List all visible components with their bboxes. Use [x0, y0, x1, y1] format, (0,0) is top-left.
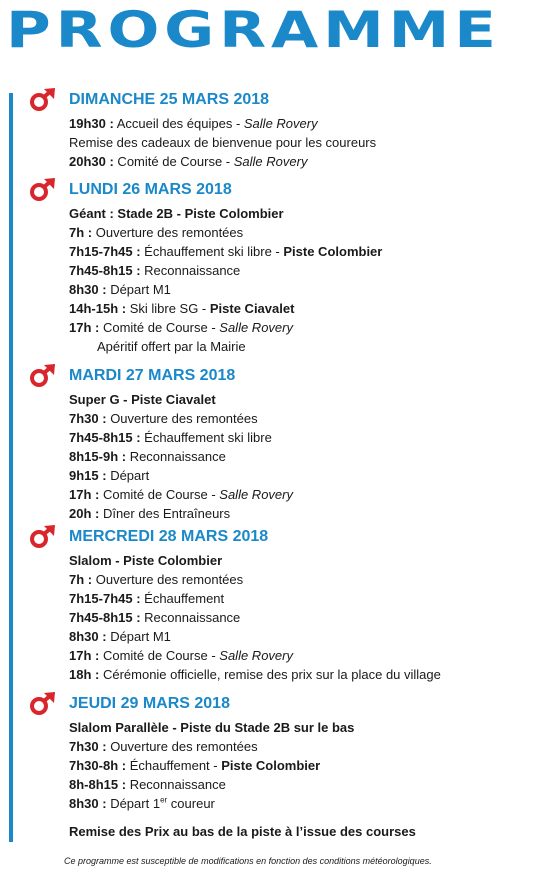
schedule-line	[69, 589, 544, 608]
event-text: Comité de Course -	[99, 487, 220, 502]
event-text: Échauffement ski libre	[140, 430, 272, 445]
schedule-line	[69, 280, 544, 299]
event-place: Salle Rovery	[243, 116, 318, 131]
event-time: 7h15-7h45 :	[69, 591, 141, 606]
schedule-line	[69, 665, 544, 684]
schedule-line	[69, 447, 544, 466]
schedule-list	[69, 551, 544, 684]
sidebar-accent-line	[9, 93, 13, 842]
schedule-line	[69, 299, 544, 318]
day-header	[29, 180, 544, 202]
event-place: Piste Ciavalet	[209, 301, 295, 316]
event-time: 9h15 :	[69, 468, 107, 483]
event-text: Comité de Course -	[113, 154, 234, 169]
event-text: Reconnaissance	[126, 449, 226, 464]
schedule-line	[69, 756, 544, 775]
event-text: Reconnaissance	[140, 610, 241, 625]
event-time: 8h30 :	[69, 629, 107, 644]
event-time: 7h :	[69, 572, 93, 587]
event-text: Apéritif offert par la Mairie	[97, 339, 246, 354]
schedule-line	[69, 737, 544, 756]
event-text: Accueil des équipes -	[113, 116, 244, 131]
day-section-mercredi	[29, 527, 544, 684]
mars-symbol-icon	[29, 525, 57, 549]
event-text: Ouverture des remontées	[106, 411, 258, 426]
event-text: Départ	[106, 468, 150, 483]
schedule-line	[69, 608, 544, 627]
schedule-list	[69, 718, 544, 813]
schedule-line	[69, 570, 544, 589]
event-time: 20h30 :	[69, 154, 114, 169]
schedule-line	[69, 718, 544, 737]
schedule-line	[69, 204, 544, 223]
event-text: Dîner des Entraîneurs	[99, 506, 231, 521]
event-text: Ouverture des remontées	[106, 739, 258, 754]
day-header	[29, 694, 544, 716]
event-text: Comité de Course -	[99, 648, 220, 663]
event-heading: Slalom Parallèle - Piste du Stade 2B sur le bas	[69, 720, 355, 735]
event-text: Cérémonie officielle, remise des prix sur la place du village	[99, 667, 441, 682]
schedule-line	[69, 646, 544, 665]
event-time: 17h :	[69, 648, 100, 663]
event-text: Échauffement	[140, 591, 225, 606]
page-title: PROGRAMME	[6, 1, 501, 59]
event-place: Salle Rovery	[219, 648, 293, 663]
schedule-line	[69, 133, 544, 152]
schedule-line	[69, 551, 544, 570]
schedule-line	[69, 794, 544, 813]
event-text: Départ M1	[106, 629, 171, 644]
schedule-line	[69, 337, 544, 356]
schedule-line	[69, 242, 544, 261]
event-time: 7h30 :	[69, 739, 107, 754]
event-time: 7h45-8h15 :	[69, 430, 141, 445]
event-heading: Slalom - Piste Colombier	[69, 553, 223, 568]
event-time: 8h30 :	[69, 796, 107, 811]
event-time: 14h-15h :	[69, 301, 127, 316]
event-time: 17h :	[69, 320, 100, 335]
event-text: Départ 1	[106, 796, 161, 811]
footnote: Ce programme est susceptible de modifications en fonction des conditions météorologiques.	[64, 856, 432, 866]
mars-symbol-icon	[29, 364, 57, 388]
schedule-line	[69, 775, 544, 794]
day-section-dimanche	[29, 90, 544, 171]
event-place: Salle Rovery	[233, 154, 308, 169]
day-title: MERCREDI 28 MARS 2018	[69, 528, 269, 545]
event-time: 7h30-8h :	[69, 758, 127, 773]
event-time: 7h15-7h45 :	[69, 244, 141, 259]
schedule-list	[69, 204, 544, 356]
schedule-line	[69, 466, 544, 485]
closing-note: Remise des Prix au bas de la piste à l’issue des courses	[69, 824, 416, 839]
event-time: 18h :	[69, 667, 100, 682]
event-time: 8h-8h15 :	[69, 777, 127, 792]
event-text: Reconnaissance	[126, 777, 226, 792]
schedule-line	[69, 428, 544, 447]
event-time: 7h30 :	[69, 411, 107, 426]
event-text: Ouverture des remontées	[92, 225, 244, 240]
day-title: LUNDI 26 MARS 2018	[69, 181, 232, 198]
ordinal-superscript: er	[160, 795, 168, 805]
programme-title	[6, 1, 516, 59]
day-title: MARDI 27 MARS 2018	[69, 367, 236, 384]
event-text: Échauffement ski libre -	[140, 244, 284, 259]
event-place: Salle Rovery	[219, 320, 293, 335]
event-time: 17h :	[69, 487, 100, 502]
event-time: 19h30 :	[69, 116, 114, 131]
schedule-line	[69, 409, 544, 428]
event-place: Piste Colombier	[283, 244, 383, 259]
event-time: 8h30 :	[69, 282, 107, 297]
schedule-list	[69, 390, 544, 523]
event-text: Comité de Course -	[99, 320, 220, 335]
event-text: Départ M1	[106, 282, 171, 297]
event-text: Remise des cadeaux de bienvenue pour les coureurs	[69, 135, 377, 150]
event-time: 7h45-8h15 :	[69, 610, 141, 625]
day-header	[29, 366, 544, 388]
event-time: 20h :	[69, 506, 100, 521]
event-text: Ouverture des remontées	[92, 572, 244, 587]
day-header	[29, 90, 544, 112]
day-section-jeudi	[29, 694, 544, 813]
mars-symbol-icon	[29, 692, 57, 716]
event-heading: Géant : Stade 2B - Piste Colombier	[69, 206, 284, 221]
schedule-line	[69, 504, 544, 523]
event-text: Reconnaissance	[140, 263, 241, 278]
mars-symbol-icon	[29, 88, 57, 112]
event-text: Échauffement -	[126, 758, 222, 773]
day-section-mardi	[29, 366, 544, 523]
event-time: 8h15-9h :	[69, 449, 127, 464]
day-title: DIMANCHE 25 MARS 2018	[69, 91, 270, 108]
event-place: Salle Rovery	[219, 487, 293, 502]
day-title: JEUDI 29 MARS 2018	[69, 695, 230, 712]
day-header	[29, 527, 544, 549]
schedule-line	[69, 485, 544, 504]
schedule-line	[69, 390, 544, 409]
schedule-line	[69, 261, 544, 280]
schedule-line	[69, 223, 544, 242]
event-place: Piste Colombier	[221, 758, 321, 773]
schedule-list	[69, 114, 544, 171]
schedule-line	[69, 318, 544, 337]
schedule-line	[69, 152, 544, 171]
event-time: 7h45-8h15 :	[69, 263, 141, 278]
event-text: Ski libre SG -	[126, 301, 210, 316]
schedule-line	[69, 114, 544, 133]
event-text-after: coureur	[167, 796, 215, 811]
event-heading: Super G - Piste Ciavalet	[69, 392, 216, 407]
mars-symbol-icon	[29, 178, 57, 202]
schedule-line	[69, 627, 544, 646]
day-section-lundi	[29, 180, 544, 356]
event-time: 7h :	[69, 225, 93, 240]
